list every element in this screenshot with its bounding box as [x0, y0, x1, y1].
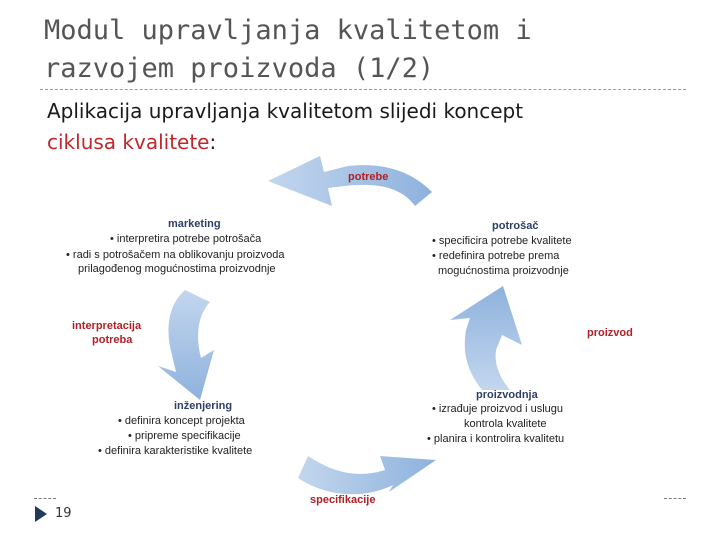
connector-label-interpretacija: interpretacija: [72, 320, 142, 332]
phase-bullet: • radi s potrošačem na oblikovanju proizvoda: [66, 249, 285, 261]
connector-label-specifikacije: specifikacije: [310, 494, 376, 506]
connector-label-potrebe: potrebe: [348, 171, 389, 183]
phase-bullet: • izrađuje proizvod i uslugu: [432, 403, 564, 415]
phase-title-inzenjering: inženjering: [174, 400, 233, 412]
subtitle-highlight: ciklusa kvalitete: [47, 130, 210, 154]
phase-title-proizvodnja: proizvodnja: [476, 389, 538, 401]
cycle-arrow-bottom: [298, 456, 436, 494]
phase-bullet: prilagođenog mogućnostima proizvodnje: [78, 263, 276, 275]
connector-label-potreba: potreba: [92, 334, 133, 346]
slide-title-line1: Modul upravljanja kvalitetom i: [44, 15, 532, 46]
slide-title-line2: razvojem proizvoda (1/2): [44, 53, 435, 84]
phase-title-marketing: marketing: [168, 218, 221, 230]
phase-marketing: [66, 218, 285, 275]
phase-bullet: • definira karakteristike kvalitete: [98, 445, 253, 457]
cycle-arrow-right: [450, 286, 522, 390]
phase-bullet: • definira koncept projekta: [118, 415, 245, 427]
phase-bullet: • planira i kontrolira kvalitetu: [427, 433, 565, 445]
phase-inzenjering: [98, 400, 252, 457]
phase-bullet: • specificira potrebe kvalitete: [432, 235, 572, 247]
subtitle-suffix: :: [209, 130, 217, 154]
cycle-arrow-left: [158, 290, 214, 400]
phase-bullet: kontrola kvalitete: [464, 418, 547, 430]
footer-divider-left: [34, 498, 56, 499]
subtitle-text: Aplikacija upravljanja kvalitetom slijedi koncept: [47, 99, 524, 123]
phase-bullet: • pripreme specifikacije: [128, 430, 241, 442]
phase-bullet: • redefinira potrebe prema: [432, 250, 560, 262]
play-triangle-icon: [35, 506, 47, 522]
footer-divider-right: [664, 498, 686, 499]
connector-label-proizvod: proizvod: [587, 327, 633, 339]
page-number: 19: [55, 506, 72, 521]
phase-bullet: mogućnostima proizvodnje: [438, 265, 569, 277]
phase-bullet: • interpretira potrebe potrošača: [110, 233, 262, 245]
phase-potrosac: [432, 220, 572, 277]
phase-proizvodnja: [427, 389, 564, 445]
phase-title-potrosac: potrošač: [492, 220, 539, 232]
